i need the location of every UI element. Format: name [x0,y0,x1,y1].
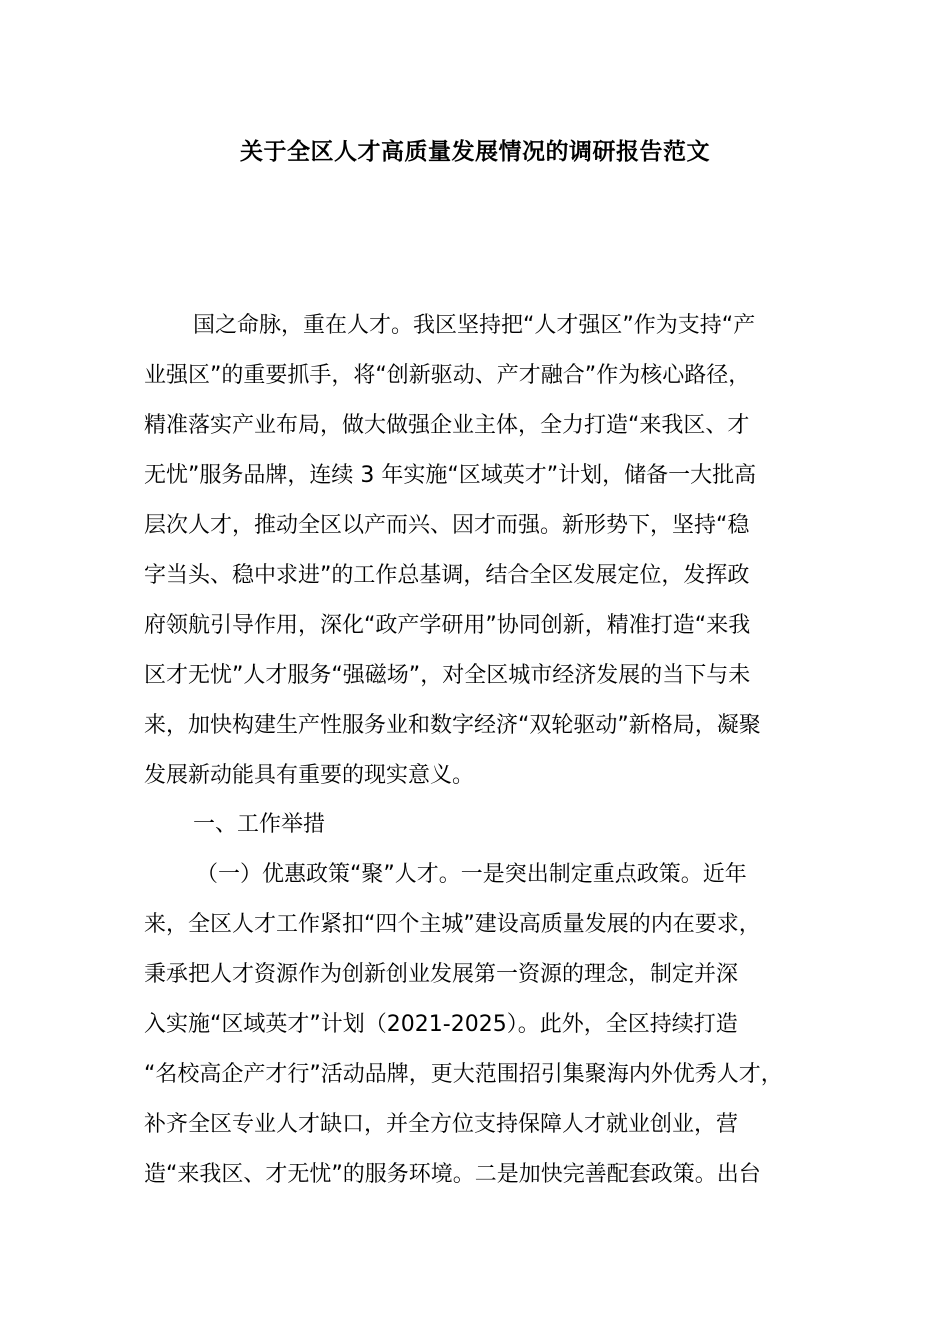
paragraph-line: 补齐全区专业人才缺口，并全方位支持保障人才就业创业，营 [144,1112,739,1137]
section-heading: 一、工作举措 [193,812,326,837]
paragraph-line: 造“来我区、才无忧”的服务环境。二是加快完善配套政策。出台 [144,1162,761,1187]
paragraph-line: 府领航引导作用，深化“政产学研用”协同创新，精准打造“来我 [144,613,751,638]
document-title: 关于全区人才高质量发展情况的调研报告范文 [240,139,710,165]
subsection-line: （一）优惠政策“聚”人才。一是突出制定重点政策。近年 [196,862,747,887]
paragraph-line: 秉承把人才资源作为创新创业发展第一资源的理念，制定并深 [144,962,739,987]
paragraph-line: 区才无忧”人才服务“强磁场”，对全区城市经济发展的当下与未 [144,663,751,688]
paragraph-line: “名校高企产才行”活动品牌，更大范围招引集聚海内外优秀人才， [144,1062,783,1087]
paragraph-line: 精准落实产业布局，做大做强企业主体，全力打造“来我区、才 [144,413,750,438]
paragraph-line: 入实施“区域英才”计划（2021-2025）。此外，全区持续打造 [144,1012,738,1037]
paragraph-line: 来，全区人才工作紧扣“四个主城”建设高质量发展的内在要求， [144,912,761,937]
paragraph-line: 发展新动能具有重要的现实意义。 [144,763,475,788]
paragraph-line: 层次人才，推动全区以产而兴、因才而强。新形势下，坚持“稳 [144,513,750,538]
paragraph-line: 业强区”的重要抓手，将“创新驱动、产才融合”作为核心路径， [144,363,751,388]
paragraph-line: 国之命脉，重在人才。我区坚持把“人才强区”作为支持“产 [193,313,756,338]
paragraph-line: 无忧”服务品牌，连续 3 年实施“区域英才”计划，储备一大批高 [144,463,757,488]
paragraph-line: 来，加快构建生产性服务业和数字经济“双轮驱动”新格局，凝聚 [144,713,761,738]
paragraph-line: 字当头、稳中求进”的工作总基调，结合全区发展定位，发挥政 [144,563,750,588]
